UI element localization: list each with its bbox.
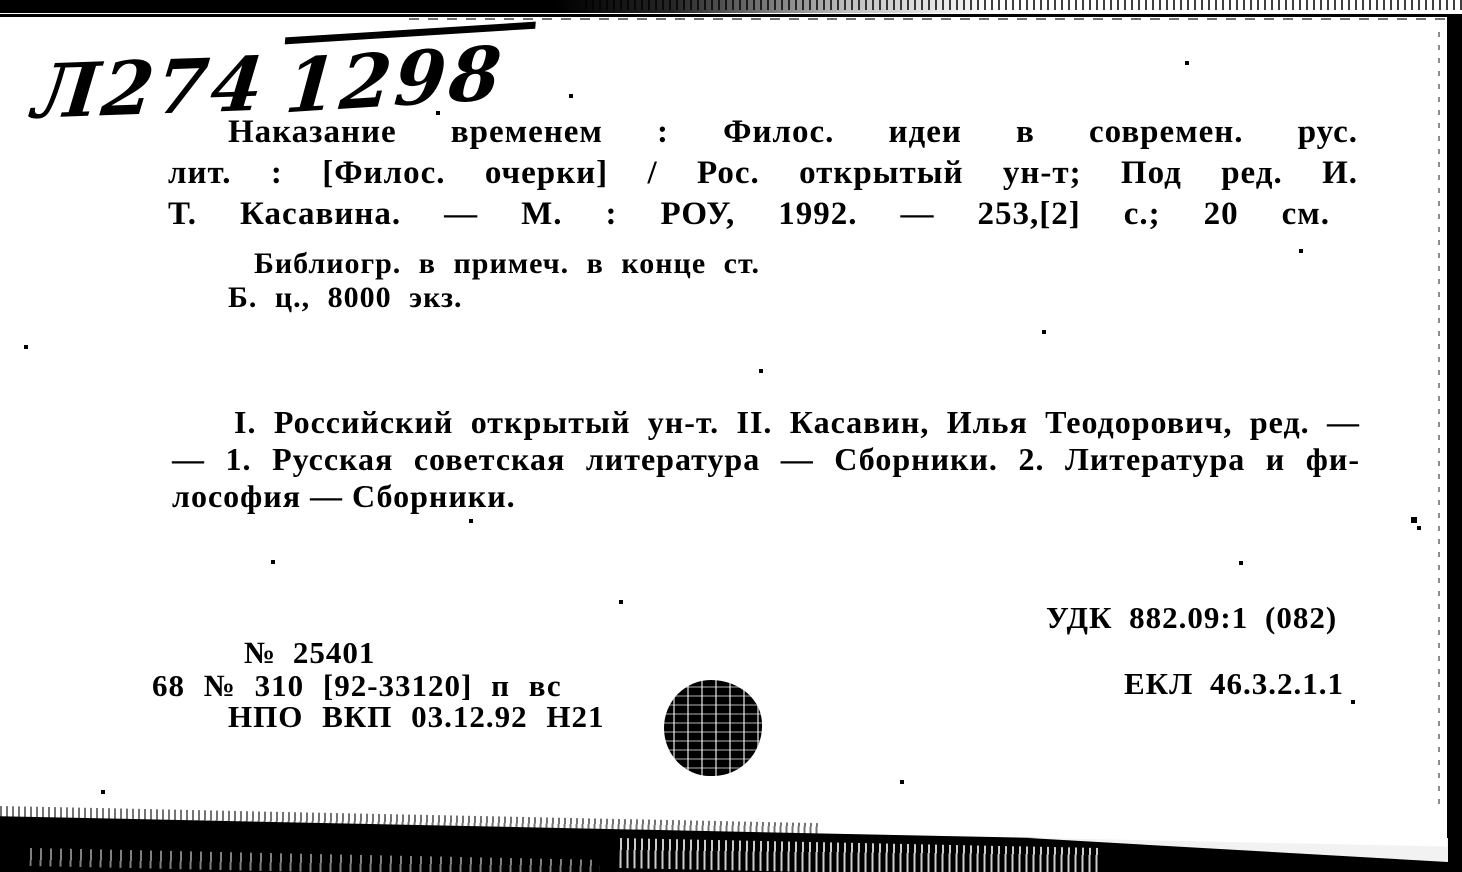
- ink-stamp-icon: [664, 680, 762, 776]
- tracings-line: I. Российский открытый ун-т. II. Касавин, Илья Теодорович, ред. —: [234, 404, 1360, 440]
- description-line: лит. : [Филос. очерки] / Рос. открытый ун-т; Под ред. И.: [168, 155, 1358, 191]
- tracings: [172, 404, 1360, 515]
- scan-edge-right-dotted: [1438, 24, 1440, 804]
- price-note: Б. ц., 8000 экз.: [228, 281, 463, 314]
- scan-edge-top-line: [0, 14, 1462, 17]
- bibliography-note: Библиогр. в примеч. в конце ст.: [254, 247, 760, 280]
- bibliographic-description: [168, 112, 1358, 235]
- tracings-line: лософия — Сборники.: [172, 478, 516, 514]
- scan-edge-top-ticks: [585, 0, 1462, 10]
- call-number-inventory: 1298: [278, 22, 536, 131]
- accession-number: № 25401: [244, 635, 376, 670]
- print-processing-line: НПО ВКП 03.12.92 Н21: [228, 699, 605, 734]
- description-line: Т. Касавина. — М. : РОУ, 1992. — 253,[2] с.; 20 см.: [168, 196, 1330, 232]
- ekl-number: ЕКЛ 46.3.2.1.1: [1124, 666, 1345, 701]
- call-number-shelf-code: Л274: [29, 41, 271, 136]
- tracings-line: — 1. Русская советская литература — Сборники. 2. Литература и фи-: [172, 441, 1360, 477]
- order-number-line: 68 № 310 [92-33120] п вс: [152, 668, 562, 703]
- scan-noise-specks: [0, 0, 2, 2]
- scan-edge-right: [1447, 14, 1462, 872]
- scan-edge-top-line-2: [409, 18, 1462, 20]
- udc-number: УДК 882.09:1 (082): [1046, 600, 1338, 635]
- description-line: Наказание временем : Филос. идеи в современ. рус.: [228, 114, 1358, 150]
